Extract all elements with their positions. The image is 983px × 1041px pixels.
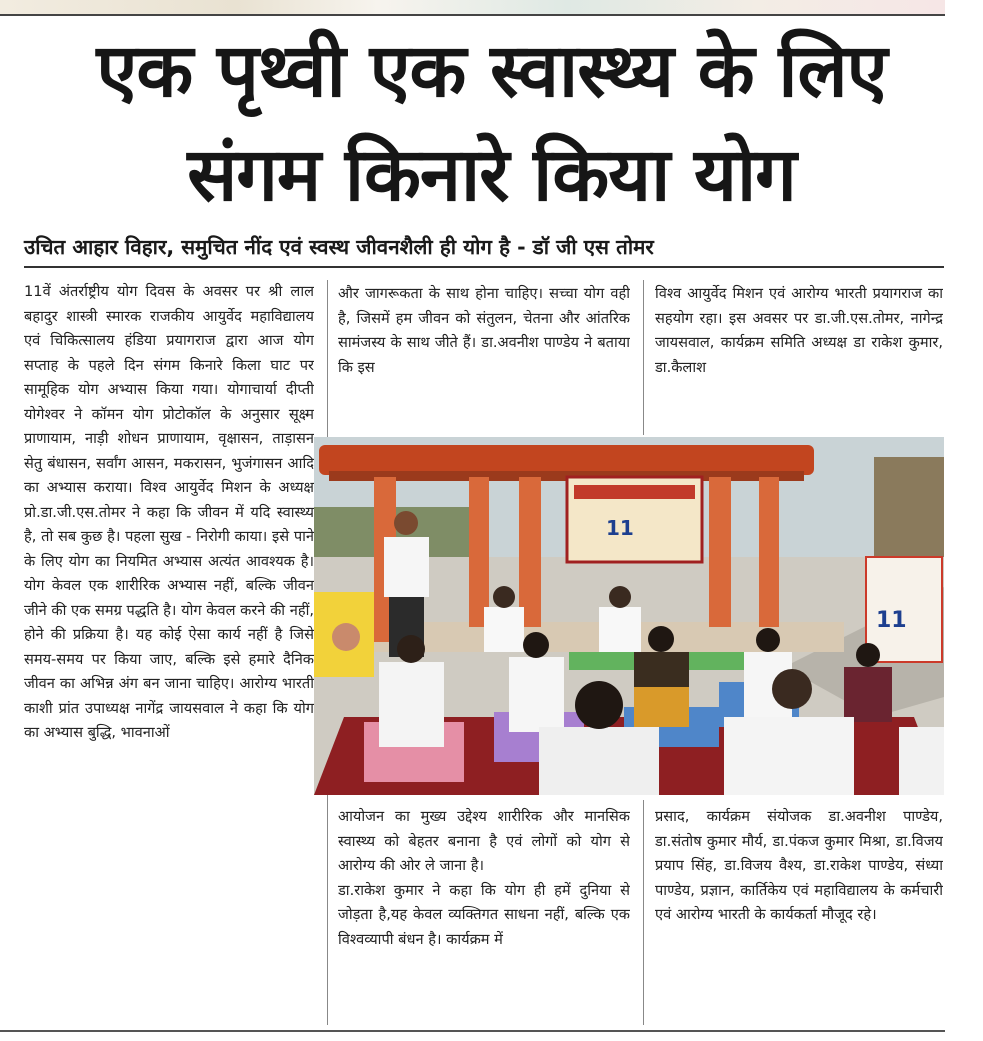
subheadline: उचित आहार विहार, समुचित नींद एवं स्वस्थ जीवनशैली ही योग है - डॉ जी एस तोमर bbox=[24, 235, 654, 259]
participant-foreground bbox=[724, 717, 854, 795]
participant-head bbox=[493, 586, 515, 608]
column-1-paragraph: 11वें अंतर्राष्ट्रीय योग दिवस के अवसर पर श्री लाल बहादुर शास्त्री स्मारक राजकीय आयुर्वेद महाविद्यालय एवं चिकित्सालय हंडिया प्रयागराज द्वारा आज योग सप्ताह के पहले दिन संगम किनारे किला घाट पर सामूहिक योग अभ्यास किया गया। योगाचार्या दीप्ती योगेश्वर ने कॉमन योग प्रोटोकॉल के अनुसार सूक्ष्म प्राणायाम, नाड़ी शोधन प्राणायाम, वृक्षासन, ताड़ासन सेतु बंधासन, सर्वांग आसन, मकरासन, भुजंगासन आदि का अभ्यास कराया। विश्व आयुर्वेद मिशन के अध्यक्ष प्रो.डा.जी.एस.तोमर ने कहा कि जीवन में यदि स्वास्थ्य है, तो सब कुछ है। पहला सुख - निरोगी काया। इसे पाने के लिए योग का नियमित अभ्यास अत्यंत आवश्यक है।योग केवल एक शारीरिक अभ्यास नहीं, बल्कि जीवन जीने की एक समग्र पद्धति है। योग केवल करने की नहीं, होने की प्रक्रिया है। यह कोई ऐसा कार्य नहीं है जिसे समय-समय पर किया जाए, बल्कि इसे हमारे दैनिक जीवन का अभिन्न अंग बन जाना चाहिए। आरोग्य भारती काशी प्रांत उपाध्यक्ष नागेंद्र जायसवाल ने कहा कि योग का अभ्यास बुद्धि, भावनाओं bbox=[24, 283, 314, 741]
pillar bbox=[469, 477, 489, 627]
column-divider-2-top bbox=[643, 280, 644, 435]
instructor-head bbox=[394, 511, 418, 535]
pillar bbox=[709, 477, 731, 627]
participant bbox=[844, 667, 892, 722]
banner-header bbox=[574, 485, 695, 499]
bottom-rule bbox=[0, 1030, 945, 1032]
participant-head bbox=[609, 586, 631, 608]
participant bbox=[599, 607, 641, 652]
headline-line-2: संगम किनारे किया योग bbox=[187, 132, 796, 218]
instructor bbox=[384, 537, 429, 597]
side-banner-number: 11 bbox=[876, 608, 907, 633]
column-divider-2-bottom bbox=[643, 800, 644, 1025]
pavilion-roof bbox=[319, 445, 814, 475]
participant-foreground bbox=[899, 727, 944, 795]
column-2-top-paragraph: और जागरूकता के साथ होना चाहिए। सच्चा योग वही है, जिसमें हम जीवन को संतुलन, चेतना और आंतरिक सामंजस्य के साथ जीते हैं। डा.अवनीश पाण्डेय ने बताया कि इस bbox=[338, 285, 630, 376]
yoga-event-photo bbox=[314, 437, 944, 795]
column-2-top-text bbox=[338, 282, 630, 432]
participant-head bbox=[523, 632, 549, 658]
participant-head bbox=[397, 635, 425, 663]
pillar bbox=[759, 477, 779, 627]
participant-head bbox=[772, 669, 812, 709]
column-3-bottom-text bbox=[655, 805, 943, 1025]
participant-head bbox=[575, 681, 623, 729]
participant bbox=[509, 657, 564, 732]
column-1-text bbox=[24, 280, 314, 1025]
column-3-bottom-paragraph: प्रसाद, कार्यक्रम संयोजक डा.अवनीश पाण्डेय, डा.संतोष कुमार मौर्य, डा.पंकज कुमार मिश्रा, डा.विजय प्रयाप सिंह, डा.विजय वैश्य, डा.राकेश पाण्डेय, संध्या पाण्डेय, प्रज्ञान, कार्तिकेय एवं महाविद्यालय के कर्मचारी एवं आरोग्य भारती के कार्यकर्ता मौजूद रहे। bbox=[655, 808, 943, 923]
participant-head bbox=[756, 628, 780, 652]
poster-face bbox=[332, 623, 360, 651]
photo-illustration bbox=[314, 437, 944, 795]
subheadline-rule bbox=[24, 266, 944, 268]
participant-head bbox=[648, 626, 674, 652]
banner-number: 11 bbox=[606, 516, 634, 540]
top-ad-strip bbox=[0, 0, 945, 16]
column-2-bottom-text bbox=[338, 805, 630, 1025]
column-3-top-text bbox=[655, 282, 943, 432]
participant-yellow-shirt bbox=[634, 687, 689, 727]
participant bbox=[379, 662, 444, 747]
column-2-bottom-paragraph-1: आयोजन का मुख्य उद्देश्य शारीरिक और मानसिक स्वास्थ्य को बेहतर बनाना है एवं लोगों को योग से आरोग्य की ओर ले जाना है। bbox=[338, 808, 630, 874]
participant-head bbox=[856, 643, 880, 667]
fort-wall bbox=[874, 457, 944, 567]
pillar bbox=[519, 477, 541, 627]
headline-line-1: एक पृथ्वी एक स्वास्थ्य के लिए bbox=[96, 28, 887, 114]
column-3-top-paragraph: विश्व आयुर्वेद मिशन एवं आरोग्य भारती प्रयागराज का सहयोग रहा। इस अवसर पर डा.जी.एस.तोमर, नागेन्द्र जायसवाल, कार्यक्रम समिति अध्यक्ष डा राकेश कुमार, डा.कैलाश bbox=[655, 285, 943, 376]
column-2-bottom-paragraph-2: डा.राकेश कुमार ने कहा कि योग ही हमें दुनिया से जोड़ता है,यह केवल व्यक्तिगत साधना नहीं, बल्कि एक विश्वव्यापी बंधन है। कार्यक्रम में bbox=[338, 881, 630, 948]
participant-foreground bbox=[539, 727, 659, 795]
participant bbox=[484, 607, 524, 652]
